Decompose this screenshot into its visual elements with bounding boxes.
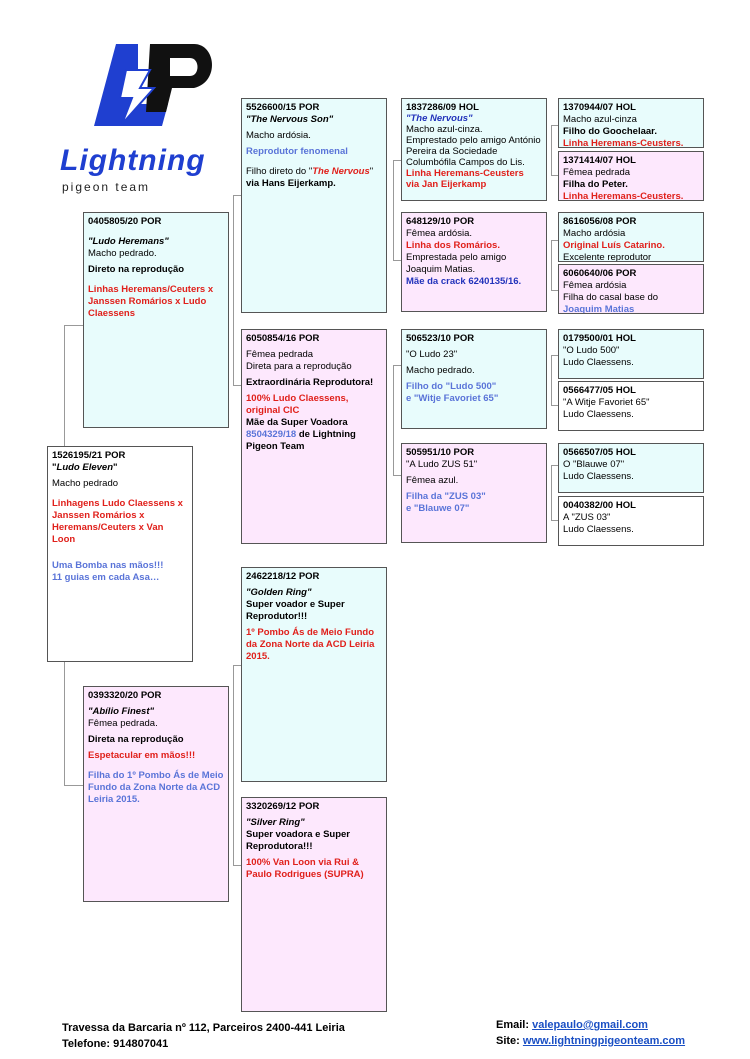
pigeon-name: "Silver Ring" xyxy=(246,817,305,828)
ring-number: 1837286/09 HOL xyxy=(406,102,479,113)
footer-phone: Telefone: 914807041 xyxy=(62,1038,169,1050)
pigeon-note: Reprodutor fenomenal xyxy=(246,146,348,157)
pigeon-card-sire xyxy=(83,212,229,428)
pigeon-card-dam xyxy=(83,686,229,902)
pigeon-card-main xyxy=(47,446,193,662)
connector xyxy=(551,290,558,291)
connector xyxy=(233,385,241,386)
pigeon-name: "The Nervous Son" xyxy=(246,114,334,125)
pigeon-link: Joaquim Matias xyxy=(563,304,635,314)
pigeon-text: Mãe da Super Voadora xyxy=(246,417,348,428)
pigeon-name: "Ludo Heremans" xyxy=(88,236,169,247)
pigeon-note: 11 guias em cada Asa… xyxy=(52,572,160,583)
pigeon-description: Macho pedrado. xyxy=(406,365,475,376)
pigeon-description: Macho azul-cinza xyxy=(563,114,637,125)
pigeon-note: Uma Bomba nas mãos!!! xyxy=(52,560,164,571)
pigeon-name: "O Ludo 23" xyxy=(406,349,458,360)
pigeon-lines: 100% Van Loon via Rui & Paulo Rodrigues (SUPRA) xyxy=(246,857,364,880)
footer-email: Email: valepaulo@gmail.com xyxy=(496,1019,648,1031)
pigeon-card-sire-dam xyxy=(241,329,387,544)
pigeon-card-gen4 xyxy=(401,212,547,312)
ring-number: 0566477/05 HOL xyxy=(563,385,636,396)
pigeon-lines: e "Witje Favoriet 65" xyxy=(406,393,499,404)
pigeon-description: Ludo Claessens. xyxy=(563,357,634,368)
connector xyxy=(233,665,234,865)
connector xyxy=(551,520,558,521)
ring-number: 505951/10 POR xyxy=(406,447,475,458)
connector xyxy=(551,240,558,241)
pigeon-description: Macho pedrado. xyxy=(88,248,157,259)
pigeon-card-gen4 xyxy=(401,98,547,201)
logo xyxy=(58,40,228,200)
pigeon-description: Ludo Claessens. xyxy=(563,471,634,482)
lightning-logo-icon xyxy=(58,40,228,160)
footer-site: Site: www.lightningpigeonteam.com xyxy=(496,1035,686,1047)
pigeon-description: Ludo Claessens. xyxy=(563,524,634,535)
connector xyxy=(551,355,558,356)
pigeon-description: Macho ardósia. xyxy=(246,130,311,141)
connector xyxy=(233,865,241,866)
footer-address: Travessa da Barcaria nº 112, Parceiros 2400-441 Leiria xyxy=(62,1022,345,1034)
ring-number: 0179500/01 HOL xyxy=(563,333,636,344)
pigeon-description: Macho ardósia xyxy=(563,228,626,239)
pigeon-name: A "ZUS 03" xyxy=(563,512,611,523)
connector xyxy=(64,785,84,786)
pigeon-lines: Linha dos Romários. xyxy=(406,240,500,251)
pigeon-name: "Abílio Finest" xyxy=(88,706,155,717)
pigeon-name: "The Nervous" xyxy=(406,113,473,124)
ring-number: 0040382/00 HOL xyxy=(563,500,636,511)
connector xyxy=(233,665,241,666)
logo-brand: Lightning xyxy=(60,144,206,177)
connector xyxy=(551,125,558,126)
pigeon-lines: Filho do "Ludo 500" xyxy=(406,381,497,392)
pigeon-description: Ludo Claessens. xyxy=(563,409,634,420)
connector xyxy=(551,465,558,466)
pigeon-note: Filho do Goochelaar. xyxy=(563,126,657,137)
pigeon-lines: Filha da "ZUS 03" xyxy=(406,491,486,502)
pigeon-lines: Linhas Heremans/Ceuters x Janssen Romários x Ludo Claessens xyxy=(88,284,214,319)
pigeon-card-gen4 xyxy=(401,443,547,543)
connector xyxy=(551,355,552,405)
pigeon-text: Emprestado pelo amigo António Pereira da Sociedade Columbófila Campos do Lis. xyxy=(406,135,541,168)
pigeon-description: Macho pedrado xyxy=(52,478,119,489)
pigeon-description: Fêmea pedrada xyxy=(246,349,314,360)
pigeon-text: Filho direto do "The Nervous" xyxy=(246,166,374,177)
pigeon-name: "O Ludo 500" xyxy=(563,345,620,356)
pigeon-card-gen4 xyxy=(401,329,547,429)
connector xyxy=(551,405,558,406)
ring-number: 2462218/12 POR xyxy=(246,571,320,582)
ring-number: 1526195/21 POR xyxy=(52,450,126,461)
pigeon-text: Emprestada pelo amigo Joaquim Matias. xyxy=(406,252,507,275)
pigeon-highlight: Extraordinária Reprodutora! xyxy=(246,377,374,388)
pigeon-lines: Linhagens Ludo Claessens x Janssen Romários x Heremans/Ceuters x Van Loon xyxy=(52,498,183,545)
pigeon-description: Macho azul-cinza. xyxy=(406,124,483,135)
pigeon-name: O "Blauwe 07" xyxy=(563,459,625,470)
connector xyxy=(64,325,84,326)
pigeon-note: Direto na reprodução xyxy=(88,264,185,275)
ring-number: 648129/10 POR xyxy=(406,216,475,227)
pigeon-description: Fêmea pedrada. xyxy=(88,718,158,729)
pigeon-lines: Filha do 1º Pombo Ás de Meio Fundo da Zona Norte da ACD Leiria 2015. xyxy=(88,770,224,805)
connector xyxy=(393,160,401,161)
pigeon-lines: original CIC xyxy=(246,405,300,416)
pigeon-card-dam-dam xyxy=(241,797,387,1012)
pigeon-name: "A Witje Favoriet 65" xyxy=(563,397,650,408)
pigeon-card-dam-sire xyxy=(241,567,387,782)
ring-number: 1370944/07 HOL xyxy=(563,102,636,113)
connector xyxy=(551,125,552,175)
pigeon-note: Direta para a reprodução xyxy=(246,361,352,372)
pigeon-lines: 1º Pombo Ás de Meio Fundo da Zona Norte da ACD Leiria 2015. xyxy=(246,627,375,662)
pigeon-card-gen5 xyxy=(558,381,704,431)
pigeon-card-sire-sire xyxy=(241,98,387,313)
pigeon-text: Filha do casal base do xyxy=(563,292,659,303)
pigeon-description: Fêmea ardósia. xyxy=(406,228,473,239)
ring-number: 5526600/15 POR xyxy=(246,102,320,113)
pigeon-card-gen5 xyxy=(558,496,704,546)
pigeon-text: via Hans Eijerkamp. xyxy=(246,178,336,189)
connector xyxy=(393,365,394,475)
pigeon-description: Fêmea ardósia xyxy=(563,280,627,291)
connector xyxy=(393,260,401,261)
pigeon-lines: Linha Heremans-Ceusters. xyxy=(563,191,684,201)
pigeon-note: Filha do Peter. xyxy=(563,179,628,190)
email-link[interactable]: valepaulo@gmail.com xyxy=(532,1019,648,1031)
ring-number: 0405805/20 POR xyxy=(88,216,162,227)
pigeon-card-gen5 xyxy=(558,151,704,201)
pigeon-lines: via Jan Eijerkamp xyxy=(406,179,487,190)
pigeon-lines: Original Luís Catarino. xyxy=(563,240,665,251)
pigeon-lines: Linha Heremans-Ceusters. xyxy=(563,138,684,148)
logo-tagline: pigeon team xyxy=(62,180,151,194)
connector xyxy=(393,365,401,366)
ring-number: 8616056/08 POR xyxy=(563,216,637,227)
pigeon-name: "Ludo Eleven" xyxy=(52,462,118,473)
ring-number: 6050854/16 POR xyxy=(246,333,320,344)
pigeon-lines: 100% Ludo Claessens, xyxy=(246,393,349,404)
connector xyxy=(233,195,241,196)
pigeon-card-gen5 xyxy=(558,98,704,148)
ring-number: 3320269/12 POR xyxy=(246,801,320,812)
pigeon-description: Fêmea pedrada xyxy=(563,167,631,178)
pigeon-description: Fêmea azul. xyxy=(406,475,459,486)
connector xyxy=(551,240,552,290)
pigeon-card-gen5 xyxy=(558,264,704,314)
pigeon-note: Mãe da crack 6240135/16. xyxy=(406,276,522,287)
pigeon-note: Super voadora e Super Reprodutora!!! xyxy=(246,829,351,852)
ring-number: 0566507/05 HOL xyxy=(563,447,636,458)
ring-number: 0393320/20 POR xyxy=(88,690,162,701)
pigeon-lines: e "Blauwe 07" xyxy=(406,503,470,514)
connector xyxy=(393,475,401,476)
connector xyxy=(551,175,558,176)
pigeon-note: Direta na reprodução xyxy=(88,734,184,745)
pigeon-name: "Golden Ring" xyxy=(246,587,312,598)
pigeon-text: 8504329/18 de Lightning Pigeon Team xyxy=(246,429,356,452)
ring-number: 506523/10 POR xyxy=(406,333,475,344)
pigeon-name: "A Ludo ZUS 51" xyxy=(406,459,478,470)
ring-number: 6060640/06 POR xyxy=(563,268,637,279)
pigeon-note: Excelente reprodutor xyxy=(563,252,652,262)
pigeon-card-gen5 xyxy=(558,443,704,493)
site-link[interactable]: www.lightningpigeonteam.com xyxy=(522,1035,686,1047)
pigeon-highlight: Espetacular em mãos!!! xyxy=(88,750,196,761)
pigeon-card-gen5 xyxy=(558,329,704,379)
connector xyxy=(233,195,234,385)
ring-number: 1371414/07 HOL xyxy=(563,155,636,166)
connector xyxy=(393,160,394,260)
pigeon-card-gen5 xyxy=(558,212,704,262)
pigeon-lines: Linha Heremans-Ceusters xyxy=(406,168,524,179)
pigeon-note: Super voador e Super Reprodutor!!! xyxy=(246,599,345,622)
connector xyxy=(551,465,552,520)
